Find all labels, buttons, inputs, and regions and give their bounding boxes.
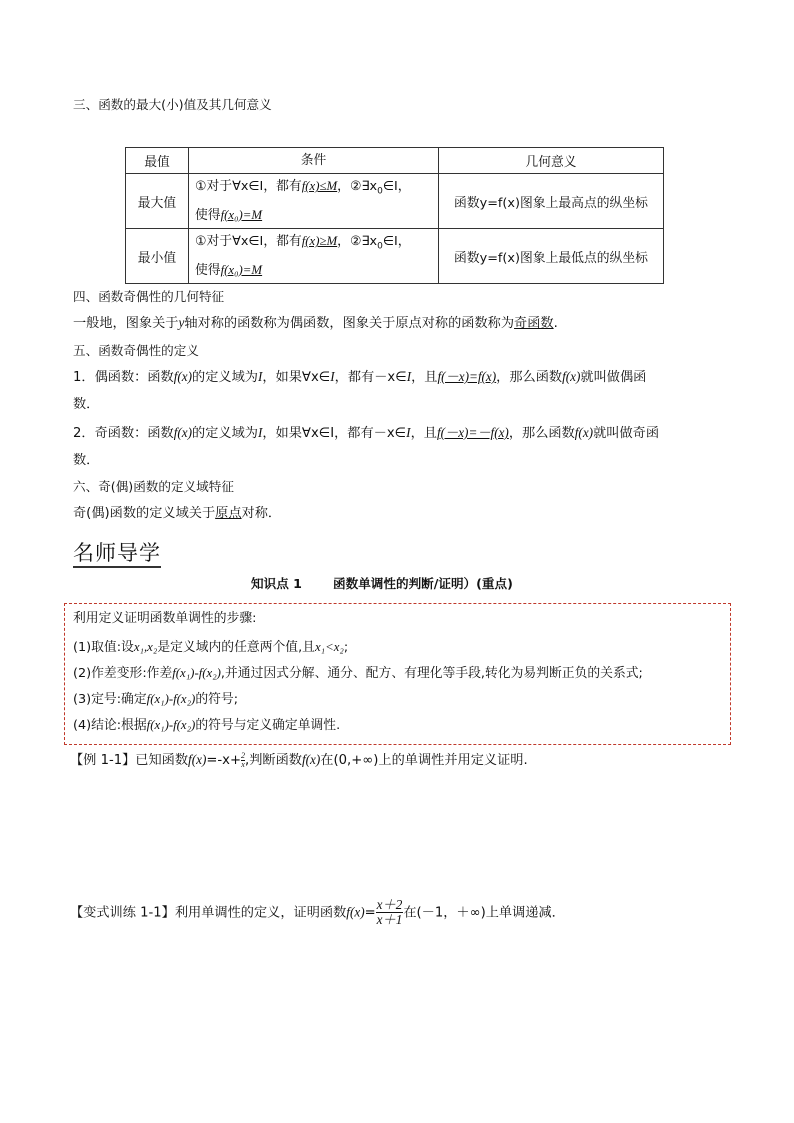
text: 【变式训练 1-1】利用单调性的定义，证明函数 <box>70 905 347 921</box>
math: f(x₁)-f(x₂) <box>146 718 196 732</box>
table-header-cell: 最值 <box>126 148 189 174</box>
math: f(x) <box>301 752 321 767</box>
cond-text: ∈I， <box>382 179 411 195</box>
box-line: 利用定义证明函数单调性的步骤: <box>73 611 257 626</box>
cond-formula: f(x₀)=M <box>220 262 263 277</box>
math: f(x) <box>562 369 581 384</box>
text: ，如果∀x∈ <box>262 370 331 385</box>
knowledge-point-label: 知识点 1 <box>251 576 302 591</box>
cond-text: ①对于∀x∈I，都有 <box>195 179 302 195</box>
text: (3)定号:确定 <box>73 692 147 707</box>
row-condition-cell: ①对于∀x∈I，都有f(x)≤M，$②\exists x_0\in I$， 使得f(x₀)=M <box>189 174 439 229</box>
underlined-term: 奇函数 <box>514 316 554 331</box>
text: ，那么函数 <box>508 426 575 441</box>
math: I <box>257 369 263 384</box>
extremum-table <box>125 147 664 284</box>
math: I <box>330 369 335 384</box>
box-line <box>73 638 348 657</box>
text: 的定义域为 <box>192 426 258 441</box>
math: f(x₁)-f(x₂) <box>146 692 196 706</box>
box-line <box>73 716 340 735</box>
math: x₁<x₂ <box>314 640 344 654</box>
underlined-term: 原点 <box>215 506 242 521</box>
text: 2．奇函数：函数 <box>73 426 174 441</box>
text: . <box>553 316 558 331</box>
table-row <box>126 174 664 229</box>
math: f(x) <box>574 425 594 440</box>
underlined-formula: f(－x)=f(x) <box>437 369 497 384</box>
math: I <box>257 425 263 440</box>
cond-formula: f(x)≥M <box>301 234 338 249</box>
text: 的符号与定义确定单调性. <box>195 718 341 733</box>
numerator: 2 <box>241 750 246 760</box>
text: (2)作差变形:作差 <box>73 666 173 681</box>
math: I <box>406 425 411 440</box>
text: 1．偶函数：函数 <box>73 370 174 385</box>
math: f(x) <box>346 904 365 920</box>
math: f(x) <box>188 752 207 767</box>
odd-definition <box>73 424 659 443</box>
cond-text: ∈I， <box>382 234 411 250</box>
text: = <box>364 905 376 921</box>
example-1-1 <box>70 751 528 770</box>
method-box <box>64 603 731 745</box>
box-line <box>73 690 238 709</box>
even-definition-cont: 数． <box>73 397 100 412</box>
text: 就叫做奇函 <box>593 426 660 441</box>
text: 的定义域为 <box>192 370 258 385</box>
row-condition-cell: ①对于∀x∈I，都有f(x)≥M，$②\exists x_0\in I$， 使得f(x₀)=M <box>189 229 439 284</box>
math: I <box>406 369 412 384</box>
text: (1)取值:设 <box>73 640 134 655</box>
table-header-row <box>126 148 664 174</box>
math: y <box>178 315 185 330</box>
section-6-heading: 六、奇(偶)函数的定义域特征 <box>73 479 234 494</box>
cond-formula: f(x)≤M <box>301 179 338 194</box>
cond-text: ，②∃x <box>337 234 378 250</box>
cond-text: 使得 <box>195 207 221 223</box>
numerator: x＋2 <box>376 897 403 912</box>
fraction <box>376 898 404 927</box>
text: ，如果∀x∈I，都有－x∈ <box>262 426 407 441</box>
text: ，都有－x∈ <box>334 370 407 385</box>
text: =-x+ <box>206 753 242 768</box>
cond-formula: f(x₀)=M <box>220 207 263 222</box>
section-5-heading: 五、函数奇偶性的定义 <box>73 343 199 358</box>
text: 【例 1-1】已知函数 <box>70 753 189 768</box>
guide-title: 名师导学 <box>73 541 161 568</box>
knowledge-point-title: 函数单调性的判断/证明）(重点) <box>333 576 513 591</box>
table-row <box>126 229 664 284</box>
text: 轴对称的函数称为偶函数，图象关于原点对称的函数称为 <box>184 316 515 331</box>
underlined-formula: f(－x)=－f(x) <box>436 425 509 440</box>
text: 的符号; <box>195 692 239 707</box>
text: ,并通过因式分解、通分、配方、有理化等手段,转化为易判断正负的关系式; <box>220 666 643 681</box>
cond-text: 使得 <box>195 262 221 278</box>
text: 一般地，图象关于 <box>73 316 179 331</box>
text: ，那么函数 <box>496 370 563 385</box>
row-name-cell: 最小值 <box>126 229 189 284</box>
section-4-text <box>73 314 558 333</box>
text: 是定义域内的任意两个值,且 <box>157 640 315 655</box>
odd-definition-cont: 数． <box>73 453 100 468</box>
row-meaning-cell: 函数y=f(x)图象上最高点的纵坐标 <box>439 174 664 229</box>
math: f(x) <box>173 369 193 384</box>
text: 对称． <box>241 506 282 521</box>
table-header-cell: 几何意义 <box>439 148 664 174</box>
section-4-heading: 四、函数奇偶性的几何特征 <box>73 289 225 304</box>
row-meaning-cell: 函数y=f(x)图象上最低点的纵坐标 <box>439 229 664 284</box>
text: ，且 <box>411 370 438 385</box>
text: (4)结论:根据 <box>73 718 147 733</box>
row-name-cell: 最大值 <box>126 174 189 229</box>
denominator: x <box>241 759 245 769</box>
text: ,判断函数 <box>245 753 302 768</box>
variant-exercise-1-1 <box>70 898 565 927</box>
text: ，且 <box>410 426 437 441</box>
section-6-text <box>73 505 281 523</box>
math: f(x) <box>173 425 193 440</box>
even-definition <box>73 368 646 387</box>
text: 就叫做偶函 <box>580 370 647 385</box>
denominator: x＋1 <box>376 912 403 927</box>
section-3-heading: 三、函数的最大(小)值及其几何意义 <box>73 97 272 112</box>
text: 奇(偶)函数的定义域关于 <box>73 506 216 521</box>
box-line <box>73 664 643 683</box>
text: 在(0,+∞)上的单调性并用定义证明. <box>320 753 528 768</box>
cond-text: ①对于∀x∈I，都有 <box>195 234 302 250</box>
math: x₁,x₂ <box>133 640 158 654</box>
table-header-cell: 条件 <box>189 148 439 174</box>
math: f(x₁)-f(x₂) <box>172 666 221 680</box>
text: 在(－1，＋∞)上单调递减． <box>403 905 565 921</box>
cond-text: ，②∃x <box>337 179 378 195</box>
text: ; <box>343 640 349 655</box>
